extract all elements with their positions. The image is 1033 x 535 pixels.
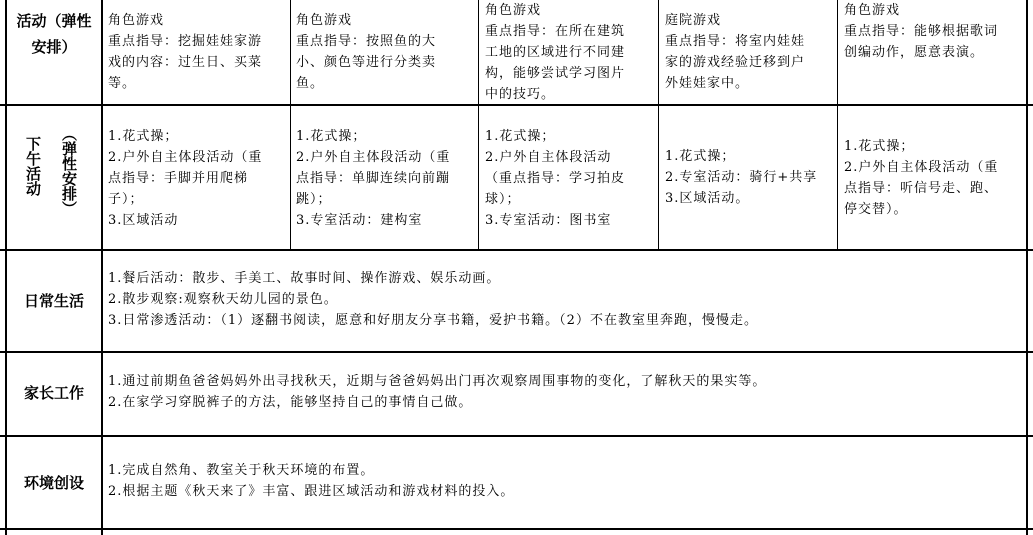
cell-line: 2.在家学习穿脱裤子的方法，能够坚持自己的事情自己做。 bbox=[108, 395, 473, 410]
column-divider bbox=[837, 0, 838, 250]
cell-line: 2.散步观察:观察秋天幼儿园的景色。 bbox=[108, 292, 338, 307]
column-divider bbox=[5, 0, 7, 535]
row-header-environment: 环境创设 bbox=[23, 474, 84, 492]
cell-line: 构，能够尝试学习图片 bbox=[485, 66, 626, 81]
cell-line: 3.区域活动 bbox=[108, 213, 179, 228]
cell-line: 1.花式操； bbox=[296, 129, 367, 144]
cell-line: 3.专室活动：图书室 bbox=[485, 213, 612, 228]
cell-line: 1.通过前期鱼爸爸妈妈外出寻找秋天，近期与爸爸妈妈出门再次观察周围事物的变化，了解秋天的果实等。 bbox=[108, 374, 767, 389]
column-divider bbox=[101, 0, 103, 535]
cell-line: 工地的区域进行不同建 bbox=[485, 45, 626, 60]
cell-line: 创编动作，愿意表演。 bbox=[844, 45, 985, 60]
cell-line: 家的游戏经验迁移到户 bbox=[665, 55, 806, 70]
cell-line: 重点指导：能够根据歌词 bbox=[844, 24, 999, 39]
cell-activity-4 bbox=[665, 10, 835, 94]
cell-line: 重点指导：按照鱼的大 bbox=[296, 34, 437, 49]
cell-line: 小、颜色等进行分类卖 bbox=[296, 55, 437, 70]
cell-line: 子）； bbox=[108, 192, 144, 207]
column-divider bbox=[658, 0, 659, 250]
cell-activity-5 bbox=[844, 0, 1024, 63]
cell-activity-2 bbox=[296, 10, 476, 94]
column-divider bbox=[1026, 0, 1028, 535]
cell-line: 点指导：手脚并用爬梯 bbox=[108, 171, 249, 186]
cell-line: 1.完成自然角、教室关于秋天环境的布置。 bbox=[108, 463, 375, 478]
cell-line: 3.专室活动：建构室 bbox=[296, 213, 423, 228]
cell-activity-3 bbox=[485, 0, 657, 105]
cell-line: 跳）； bbox=[296, 192, 332, 207]
cell-parent-work bbox=[108, 371, 1023, 413]
cell-line: 1.花式操； bbox=[485, 129, 556, 144]
cell-line: 停交替）。 bbox=[844, 202, 908, 217]
row-header-daily-life: 日常生活 bbox=[23, 292, 84, 310]
row-header-parent-work: 家长工作 bbox=[23, 384, 84, 402]
cell-afternoon-1 bbox=[108, 126, 288, 231]
cell-line: 重点指导：将室内娃娃 bbox=[665, 34, 806, 49]
row-divider bbox=[0, 249, 1033, 251]
cell-afternoon-4 bbox=[665, 146, 835, 209]
cell-line: 2.户外自主体段活动（重 bbox=[108, 150, 263, 165]
cell-line: 角色游戏 bbox=[108, 13, 165, 28]
cell-line: 戏的内容：过生日、买菜 bbox=[108, 55, 263, 70]
cell-line: 3.日常渗透活动：（1）逐翻书阅读，愿意和好朋友分享书籍，爱护书籍。（2）不在教室里奔跑，慢慢走。 bbox=[108, 313, 758, 328]
cell-environment bbox=[108, 460, 1023, 502]
row-header-afternoon: 下午活动 bbox=[24, 136, 42, 196]
cell-line: （重点指导：学习拍皮 bbox=[485, 171, 626, 186]
cell-line: 2.户外自主体段活动（重 bbox=[844, 160, 999, 175]
row-divider bbox=[0, 528, 1033, 530]
column-divider bbox=[290, 0, 291, 250]
cell-line: 3.区域活动。 bbox=[665, 191, 750, 206]
column-divider bbox=[478, 0, 479, 250]
cell-line: 1.花式操； bbox=[108, 129, 179, 144]
cell-line: 点指导：听信号走、跑、 bbox=[844, 181, 999, 196]
cell-line: 角色游戏 bbox=[844, 3, 901, 18]
cell-afternoon-2 bbox=[296, 126, 476, 231]
cell-line: 2.户外自主体段活动（重 bbox=[296, 150, 451, 165]
cell-line: 重点指导：在所在建筑 bbox=[485, 24, 626, 39]
cell-activity-1 bbox=[108, 10, 288, 94]
cell-line: 角色游戏 bbox=[296, 13, 353, 28]
cell-line: 等。 bbox=[108, 76, 137, 91]
cell-line: 1.餐后活动：散步、手美工、故事时间、操作游戏、娱乐动画。 bbox=[108, 271, 501, 286]
cell-daily-life bbox=[108, 268, 1023, 331]
cell-line: 球）； bbox=[485, 192, 521, 207]
header-line: 安排） bbox=[31, 38, 77, 56]
cell-line: 重点指导：挖掘娃娃家游 bbox=[108, 34, 263, 49]
row-header-activity bbox=[8, 8, 100, 60]
cell-afternoon-3 bbox=[485, 126, 657, 231]
cell-line: 中的技巧。 bbox=[485, 87, 556, 102]
cell-afternoon-5 bbox=[844, 136, 1024, 220]
cell-line: 点指导：单脚连续向前蹦 bbox=[296, 171, 451, 186]
cell-line: 2.根据主题《秋天来了》丰富、跟进区域活动和游戏材料的投入。 bbox=[108, 484, 515, 499]
cell-line: 2.专室活动：骑行+共享 bbox=[665, 170, 818, 185]
cell-line: 1.花式操； bbox=[665, 149, 736, 164]
cell-line: 鱼。 bbox=[296, 76, 325, 91]
cell-line: 角色游戏 bbox=[485, 3, 542, 18]
cell-line: 外娃娃家中。 bbox=[665, 76, 750, 91]
row-divider bbox=[0, 351, 1033, 353]
row-header-afternoon-sub: （弹性安排） bbox=[60, 126, 78, 216]
cell-line: 2.户外自主体段活动 bbox=[485, 150, 612, 165]
cell-line: 庭院游戏 bbox=[665, 13, 722, 28]
header-line: 活动（弹性 bbox=[16, 12, 92, 30]
row-divider bbox=[0, 435, 1033, 437]
cell-line: 1.花式操； bbox=[844, 139, 915, 154]
